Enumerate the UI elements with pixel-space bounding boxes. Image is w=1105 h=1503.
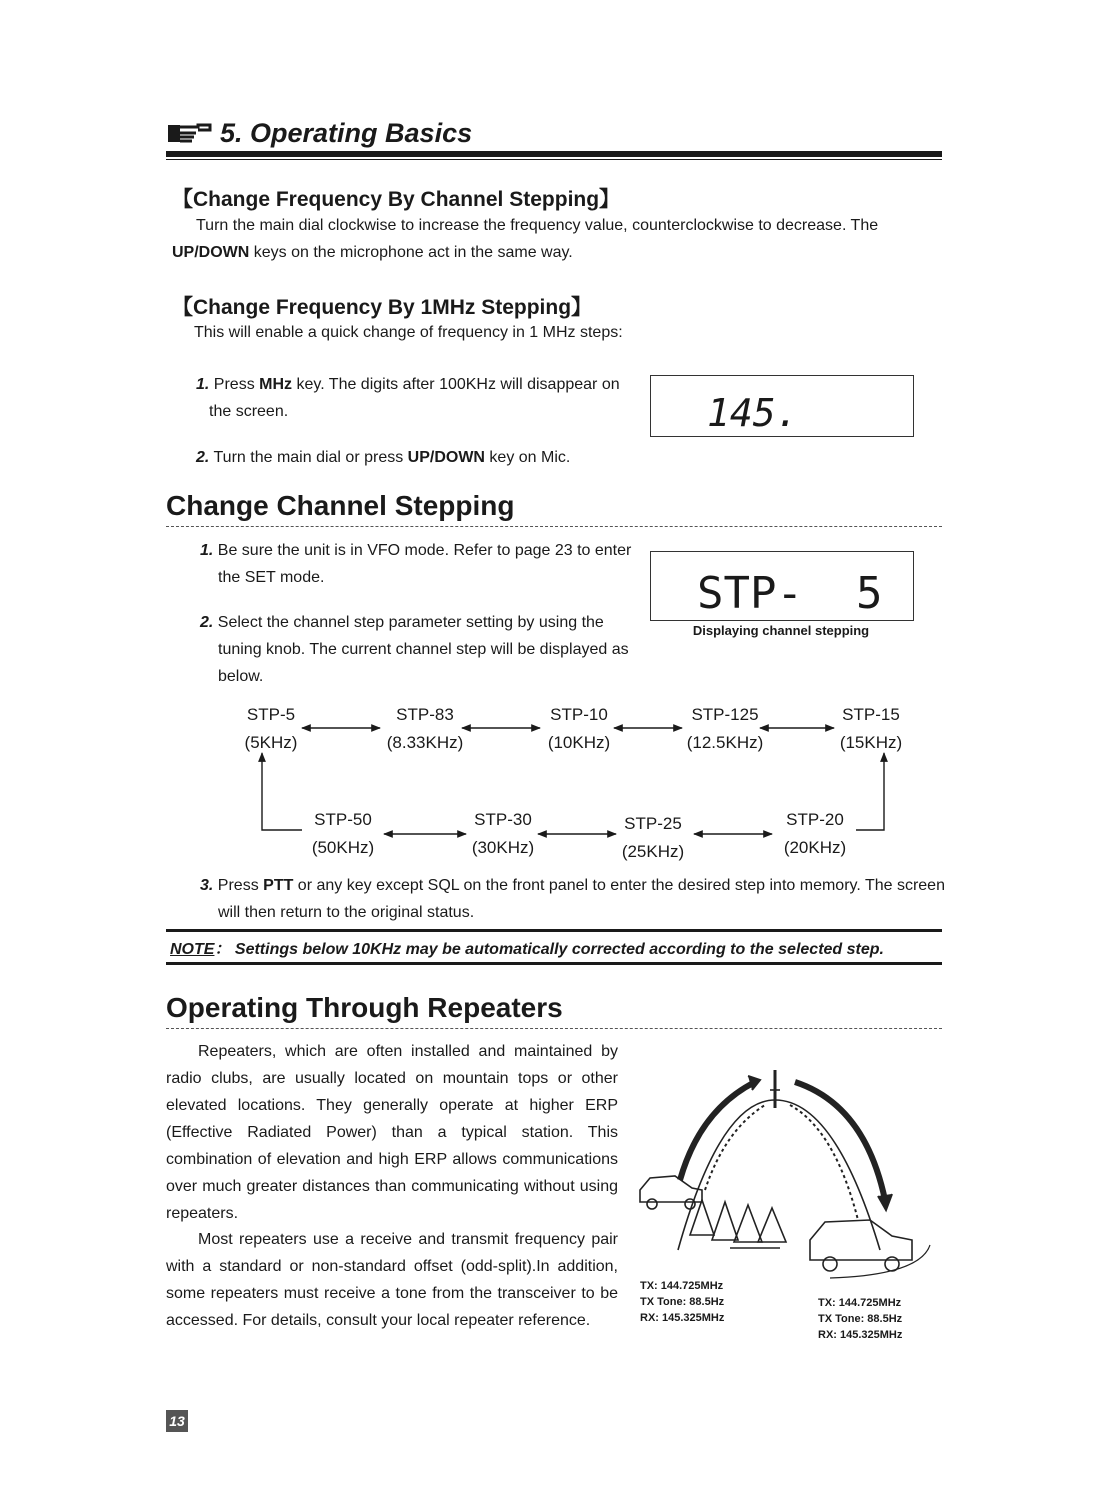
mhz-step-1: 1. Press MHz key. The digits after 100KHz will disappear on the screen. (196, 376, 620, 420)
note-rule-bottom (166, 962, 942, 965)
step-item: STP-50 (50KHz) (311, 810, 375, 857)
left-station-frequencies: TX: 144.725MHz TX Tone: 88.5Hz RX: 145.325MHz (640, 1280, 725, 1324)
signal-arrow-icon (680, 1082, 755, 1180)
signal-arrow-icon (795, 1082, 885, 1200)
mhz-step-heading: 【Change Frequency By 1MHz Stepping】 (172, 296, 593, 319)
lcd-readout: STP- 5 (697, 568, 883, 619)
car-icon (810, 1220, 912, 1271)
page-number: 13 (166, 1410, 188, 1432)
lcd-caption: Displaying channel stepping (692, 623, 870, 638)
step-item: STP-83 (8.33KHz) (386, 705, 464, 752)
channel-stepping-step-3: 3. Press PTT or any key except SQL on the front panel to enter the desired step into memory. The screen will then return to the original status. (200, 877, 945, 921)
channel-step-heading: 【Change Frequency By Channel Stepping】 (172, 188, 621, 211)
step-item: STP-5 (5KHz) (244, 705, 298, 752)
change-channel-stepping-heading: Change Channel Stepping (166, 490, 515, 521)
note: NOTE： Settings below 10KHz may be automatically corrected according to the selected step. (170, 941, 884, 958)
channel-stepping-step-1: 1. Be sure the unit is in VFO mode. Refer to page 23 to enter the SET mode. (200, 542, 632, 586)
mhz-step-intro: This will enable a quick change of frequency in 1 MHz steps: (194, 324, 623, 341)
step-item: STP-10 (10KHz) (547, 705, 611, 752)
repeater-illustration (630, 1060, 950, 1280)
channel-step-text: Turn the main dial clockwise to increase the frequency value, counterclockwise to decrease. The UP/DOWN keys on the microphone act in the same way. (172, 217, 879, 261)
step-item: STP-125 (12.5KHz) (686, 705, 764, 752)
repeaters-para-1: Repeaters, which are often installed and maintained by radio clubs, are usually located on mountain tops or other elevated locations. They generally operate at higher ERP (Effective Radiated Power) than a typical station. This combination of elevation and high ERP allows communications over much greater distances than communicating without using repeaters. (166, 1043, 618, 1222)
step-item: STP-30 (30KHz) (471, 810, 535, 857)
repeaters-heading: Operating Through Repeaters (166, 992, 563, 1023)
mhz-step-2: 2. Turn the main dial or press UP/DOWN key on Mic. (196, 449, 571, 466)
chapter-title: 5. Operating Basics (168, 118, 472, 149)
right-station-frequencies: TX: 144.725MHz TX Tone: 88.5Hz RX: 145.325MHz (818, 1297, 903, 1341)
step-item: STP-15 (15KHz) (839, 705, 903, 752)
step-item: STP-25 (25KHz) (621, 814, 685, 861)
step-item: STP-20 (20KHz) (783, 810, 847, 857)
section-divider (166, 1028, 942, 1029)
trees-icon (690, 1200, 786, 1248)
channel-stepping-step-2: 2. Select the channel step parameter setting by using the tuning knob. The current channel step will be displayed as below. (200, 614, 629, 685)
note-rule-top (166, 929, 942, 932)
lcd-readout: 145. (707, 391, 799, 435)
repeaters-para-2: Most repeaters use a receive and transmit frequency pair with a standard or non-standard offset (odd-split).In addition, some repeaters must receive a tone from the transceiver to be accessed. For details, consult your local repeater reference. (166, 1231, 618, 1329)
